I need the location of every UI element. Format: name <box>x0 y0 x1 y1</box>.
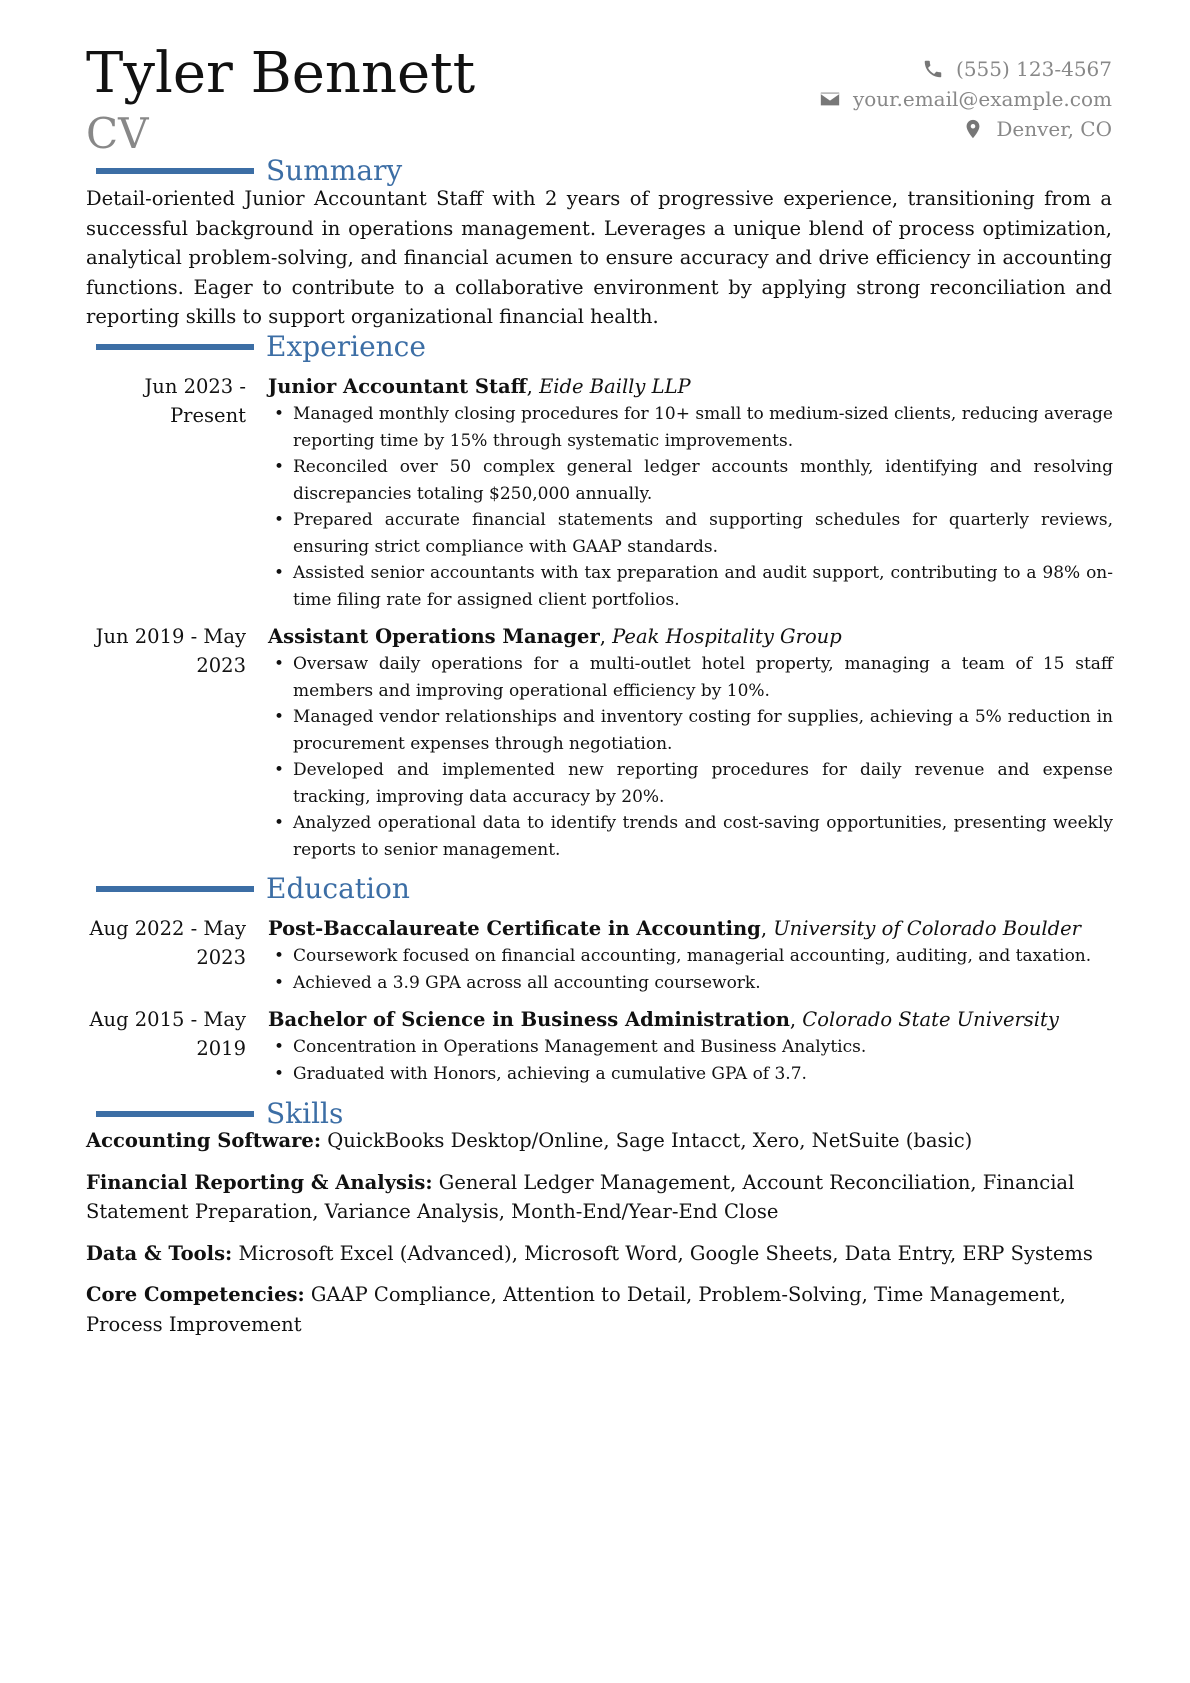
skill-value: GAAP Compliance, Attention to Detail, Problem-Solving, Time Management, Process Improvement <box>86 1283 1066 1336</box>
entry-bullets <box>268 943 1113 996</box>
list-item: • Concentration in Operations Management and Business Analytics. <box>268 1034 1113 1061</box>
skill-line <box>86 1126 1116 1156</box>
section-label: Experience <box>266 330 426 363</box>
entry-body <box>268 1005 1113 1087</box>
list-item: • Achieved a 3.9 GPA across all accounting coursework. <box>268 970 1113 997</box>
entry-org: University of Colorado Boulder <box>773 917 1081 940</box>
candidate-name: Tyler Bennett <box>86 41 476 106</box>
envelope-icon <box>819 88 841 110</box>
list-item: • Assisted senior accountants with tax preparation and audit support, contributing to a 98% on-time filing rate for assigned client portfolios. <box>268 560 1113 613</box>
summary-text: Detail-oriented Junior Accountant Staff with 2 years of progressive experience, transitioning from a successful background in operations management. Leverages a unique blend of process optimization, analytical problem-solving, and financial acumen to ensure accuracy and drive efficiency in accounting functions. Eager to contribute to a collaborative environment by applying strong reconciliation and reporting skills to support organizational financial health. <box>86 187 1112 328</box>
list-item: • Reconciled over 50 complex general ledger accounts monthly, identifying and resolving discrepancies totaling $250,000 annually. <box>268 454 1113 507</box>
section-bar <box>96 168 254 174</box>
entry-date: Jun 2019 - May 2023 <box>95 625 246 677</box>
entry-body <box>268 914 1113 996</box>
section-title-education <box>96 872 410 906</box>
section-title-experience <box>96 330 426 364</box>
entry-bullets <box>268 401 1113 613</box>
section-bar <box>96 1111 254 1117</box>
contact-location <box>819 114 1112 144</box>
entry-heading: Post-Baccalaureate Certificate in Accounting, University of Colorado Boulder <box>268 917 1081 940</box>
skill-label: Accounting Software: <box>86 1129 322 1152</box>
skills-list <box>86 1126 1116 1351</box>
skill-line <box>86 1168 1116 1227</box>
document-subtitle: CV <box>86 109 149 158</box>
location-text: Denver, CO <box>996 117 1112 141</box>
skill-label: Core Competencies: <box>86 1283 305 1306</box>
contact-phone <box>819 54 1112 84</box>
entry-date: Aug 2022 - May 2023 <box>89 917 246 969</box>
section-bar <box>96 344 254 350</box>
entry-body <box>268 622 1113 863</box>
entry-title: Bachelor of Science in Business Administration <box>268 1008 790 1031</box>
list-item: • Developed and implemented new reporting procedures for daily revenue and expense tracking, improving data accuracy by 20%. <box>268 757 1113 810</box>
list-item: • Managed monthly closing procedures for 10+ small to medium-sized clients, reducing average reporting time by 15% through systematic improvements. <box>268 401 1113 454</box>
contact-email[interactable] <box>819 84 1112 114</box>
entry-heading: Bachelor of Science in Business Administration, Colorado State University <box>268 1008 1059 1031</box>
skill-label: Data & Tools: <box>86 1241 233 1265</box>
map-marker-icon <box>962 118 984 140</box>
entry-date: Aug 2015 - May 2019 <box>89 1008 246 1060</box>
email-text[interactable]: your.email@example.com <box>852 87 1112 111</box>
section-title-summary <box>96 154 402 188</box>
entry-org: Colorado State University <box>802 1008 1059 1031</box>
section-label: Summary <box>266 154 403 187</box>
list-item: • Managed vendor relationships and inventory costing for supplies, achieving a 5% reduction in procurement expenses through negotiation. <box>268 704 1113 757</box>
list-item: • Oversaw daily operations for a multi-outlet hotel property, managing a team of 15 staff members and improving operational efficiency by 10%. <box>268 651 1113 704</box>
entry-bullets <box>268 651 1113 863</box>
phone-text: (555) 123-4567 <box>956 57 1112 81</box>
list-item: • Coursework focused on financial accounting, managerial accounting, auditing, and taxation. <box>268 943 1113 970</box>
entry-title: Post-Baccalaureate Certificate in Accounting <box>268 917 761 940</box>
skill-value: QuickBooks Desktop/Online, Sage Intacct, Xero, NetSuite (basic) <box>327 1129 973 1152</box>
entry-title: Assistant Operations Manager <box>268 625 600 648</box>
phone-icon <box>922 58 944 80</box>
contact-block <box>819 54 1112 144</box>
entry-org: Peak Hospitality Group <box>612 625 842 648</box>
entry-heading: Junior Accountant Staff, Eide Bailly LLP <box>268 375 691 398</box>
skill-value: Microsoft Excel (Advanced), Microsoft Word, Google Sheets, Data Entry, ERP Systems <box>238 1241 1093 1265</box>
list-item: • Prepared accurate financial statements and supporting schedules for quarterly reviews, ensuring strict compliance with GAAP standards. <box>268 507 1113 560</box>
entry-bullets <box>268 1034 1113 1087</box>
entry-heading: Assistant Operations Manager, Peak Hospitality Group <box>268 625 842 648</box>
list-item: • Graduated with Honors, achieving a cumulative GPA of 3.7. <box>268 1061 1113 1088</box>
section-bar <box>96 886 254 892</box>
entry-date: Jun 2023 - Present <box>144 375 246 427</box>
skill-line <box>86 1280 1116 1339</box>
entry-org: Eide Bailly LLP <box>539 375 691 398</box>
section-label: Education <box>266 872 410 905</box>
entry-title: Junior Accountant Staff <box>268 375 527 398</box>
entry-body <box>268 372 1113 613</box>
skill-value: General Ledger Management, Account Reconciliation, Financial Statement Preparation, Variance Analysis, Month-End/Year-End Close <box>86 1170 1075 1223</box>
list-item: • Analyzed operational data to identify trends and cost-saving opportunities, presenting weekly reports to senior management. <box>268 810 1113 863</box>
skill-label: Financial Reporting & Analysis: <box>86 1170 433 1194</box>
section-label: Skills <box>266 1097 344 1130</box>
skill-line <box>86 1239 1116 1269</box>
